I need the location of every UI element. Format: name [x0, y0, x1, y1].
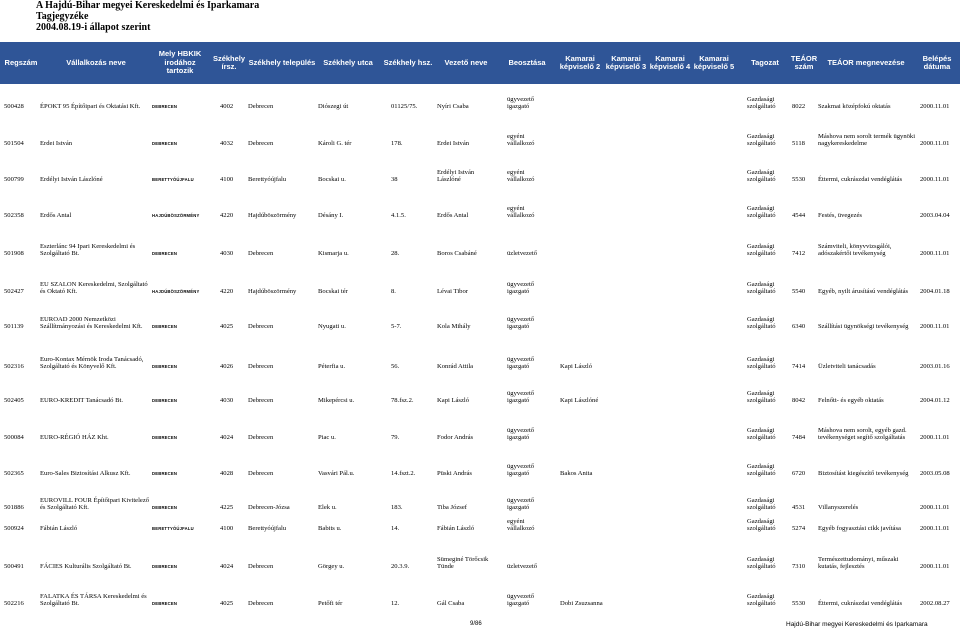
cell-regszam: 500428: [4, 103, 24, 111]
cell-tagozat: Gazdasági szolgáltató: [747, 426, 776, 442]
cell-teor-nev: Máshova nem sorolt termék ügynöki nagykereskedelme: [818, 132, 916, 148]
cell-regszam: 501139: [4, 323, 24, 331]
cell-datum: 2000.11.01: [920, 525, 950, 533]
cell-nev: Eszterlánc 94 Ipari Kereskedelmi és Szolgáltató Bt.: [40, 242, 136, 258]
cell-teor-nev: Biztosítást kiegészítő tevékenység: [818, 470, 909, 478]
cell-beosztas: egyéni vállalkozó: [507, 204, 535, 220]
cell-hsz: 56.: [391, 363, 400, 371]
title-line-2: Tagjegyzéke: [36, 11, 89, 22]
col-hsz: Székhely hsz.: [383, 57, 433, 67]
cell-hsz: 183.: [391, 504, 403, 512]
cell-beosztas: ügyvezető igazgató: [507, 315, 535, 331]
cell-teor: 7414: [792, 363, 806, 371]
cell-irsz: 4032: [220, 140, 234, 148]
cell-beosztas: üzletvezető: [507, 250, 538, 258]
cell-regszam: 500924: [4, 525, 24, 533]
cell-iroda: DEBRECEN: [152, 471, 178, 477]
cell-hsz: 79.: [391, 434, 400, 442]
cell-telepules: Debrecen: [248, 600, 274, 608]
cell-utca: Petőfi tér: [318, 600, 343, 608]
cell-iroda: HAJDÚBÖSZÖRMÉNY: [152, 289, 200, 295]
cell-vezeto: Sümeginé Törőcsik Tünde: [437, 555, 489, 571]
cell-tagozat: Gazdasági szolgáltató: [747, 280, 776, 296]
cell-regszam: 500491: [4, 563, 24, 571]
cell-tagozat: Gazdasági szolgáltató: [747, 355, 776, 371]
cell-telepules: Debrecen: [248, 103, 274, 111]
col-tagozat: Tagozat: [751, 57, 779, 67]
cell-telepules: Debrecen: [248, 250, 274, 258]
cell-regszam: 502216: [4, 600, 24, 608]
cell-utca: Elek u.: [318, 504, 337, 512]
cell-beosztas: ügyvezető igazgató: [507, 389, 535, 405]
col-kk2: Kamarai képviselő 2: [559, 53, 601, 71]
cell-datum: 2003.01.16: [920, 363, 950, 371]
cell-utca: Mikepércsi u.: [318, 397, 355, 405]
title-line-3: 2004.08.19-i állapot szerint: [36, 22, 151, 33]
cell-nev: EURO-RÉGIÓ HÁZ Kht.: [40, 434, 109, 442]
cell-tagozat: Gazdasági szolgáltató: [747, 555, 776, 571]
cell-datum: 2000.11.01: [920, 103, 950, 111]
cell-teor-nev: Egyéb fogyasztási cikk javítása: [818, 525, 901, 533]
cell-vezeto: Erdélyi István Lászlóné: [437, 168, 475, 184]
cell-vezeto: Kapi László: [437, 397, 470, 405]
cell-datum: 2000.11.01: [920, 176, 950, 184]
cell-hsz: 178.: [391, 140, 403, 148]
cell-nev: Erdei István: [40, 140, 73, 148]
cell-datum: 2002.08.27: [920, 600, 950, 608]
cell-nev: EURO-KREDIT Tanácsadó Bt.: [40, 397, 123, 405]
cell-teor: 7310: [792, 563, 806, 571]
col-irsz: Székhely írsz.: [212, 53, 246, 71]
cell-datum: 2000.11.01: [920, 250, 950, 258]
cell-datum: 2000.11.01: [920, 140, 950, 148]
cell-teor: 7412: [792, 250, 806, 258]
cell-teor-nev: Üzletviteli tanácsadás: [818, 363, 876, 371]
cell-regszam: 502358: [4, 212, 24, 220]
cell-irsz: 4028: [220, 470, 234, 478]
cell-regszam: 502427: [4, 288, 24, 296]
cell-irsz: 4026: [220, 363, 234, 371]
cell-teor: 5118: [792, 140, 805, 148]
cell-irsz: 4024: [220, 434, 234, 442]
cell-nev: Erdélyi István Lászlóné: [40, 176, 103, 184]
col-hbkik: Mely HBKIK irodához tartozik: [158, 49, 202, 76]
cell-beosztas: egyéni vállalkozó: [507, 517, 535, 533]
cell-telepules: Debrecen: [248, 434, 274, 442]
cell-nev: EUROAD 2000 Nemzetközi Szállítmányozási és Kereskedelmi Kft.: [40, 315, 143, 331]
cell-iroda: DEBRECEN: [152, 324, 178, 330]
col-teor-szam: TEÁOR szám: [790, 53, 818, 71]
cell-regszam: 501908: [4, 250, 24, 258]
cell-nev: EU SZALON Kereskedelmi, Szolgáltató és Oktató Kft.: [40, 280, 148, 296]
cell-utca: Babits u.: [318, 525, 342, 533]
cell-beosztas: ügyvezető igazgató: [507, 280, 535, 296]
col-kk5: Kamarai képviselő 5: [693, 53, 735, 71]
cell-utca: Diószegi út: [318, 103, 349, 111]
cell-teor: 8022: [792, 103, 806, 111]
cell-datum: 2004.01.12: [920, 397, 950, 405]
cell-teor-nev: Villanyszerelés: [818, 504, 859, 512]
col-kk4: Kamarai képviselő 4: [649, 53, 691, 71]
cell-iroda: DEBRECEN: [152, 251, 178, 257]
cell-iroda: DEBRECEN: [152, 601, 178, 607]
cell-vezeto: Fodor András: [437, 434, 474, 442]
cell-regszam: 502365: [4, 470, 24, 478]
cell-iroda: DEBRECEN: [152, 435, 178, 441]
cell-regszam: 500799: [4, 176, 24, 184]
cell-utca: Károli G. tér: [318, 140, 352, 148]
cell-tagozat: Gazdasági szolgáltató: [747, 496, 776, 512]
cell-nev: FALATKA ÉS TÁRSA Kereskedelmi és Szolgáltató Bt.: [40, 592, 147, 608]
cell-beosztas: ügyvezető igazgató: [507, 462, 535, 478]
cell-beosztas: ügyvezető igazgató: [507, 592, 535, 608]
cell-vezeto: Nyíri Csaba: [437, 103, 469, 111]
cell-nev: Erdős Antal: [40, 212, 72, 220]
col-belepes: Belépés dátuma: [922, 53, 952, 71]
cell-datum: 2003.05.08: [920, 470, 950, 478]
cell-datum: 2000.11.01: [920, 563, 950, 571]
cell-vezeto: Kola Mihály: [437, 323, 471, 331]
cell-regszam: 502316: [4, 363, 24, 371]
cell-beosztas: ügyvezető igazgató: [507, 426, 535, 442]
cell-teor: 5530: [792, 176, 806, 184]
cell-utca: Désány I.: [318, 212, 344, 220]
cell-nev: FÁCIES Kulturális Szolgáltató Bt.: [40, 563, 132, 571]
footer-org: Hajdú-Bihar megyei Kereskedelmi és Iparkamara: [786, 621, 928, 628]
cell-telepules: Hajdúböszörmény: [248, 212, 297, 220]
cell-irsz: 4030: [220, 397, 234, 405]
cell-regszam: 500084: [4, 434, 24, 442]
cell-kk2: Bakos Anita: [560, 470, 593, 478]
col-vezeto: Vezető neve: [444, 57, 488, 67]
cell-beosztas: egyéni vállalkozó: [507, 168, 535, 184]
cell-telepules: Berettyóújfalu: [248, 176, 287, 184]
cell-iroda: BERETTYÓÚJFALU: [152, 177, 194, 183]
cell-tagozat: Gazdasági szolgáltató: [747, 517, 776, 533]
col-teor-nev: TEÁOR megnevezése: [827, 57, 905, 67]
cell-nev: EUROVILL FOUR Építőipari Kivitelező és Szolgáltató Kft.: [40, 496, 150, 512]
cell-telepules: Debrecen: [248, 470, 274, 478]
cell-kk3: Dobi Zsuzsanna: [560, 600, 603, 608]
cell-hsz: 14.fszt.2.: [391, 470, 416, 478]
cell-irsz: 4024: [220, 563, 234, 571]
cell-vezeto: Püski András: [437, 470, 472, 478]
cell-irsz: 4220: [220, 212, 234, 220]
col-vallalkozas: Vállalkozás neve: [66, 57, 126, 67]
cell-irsz: 4025: [220, 323, 234, 331]
cell-beosztas: üzletvezető: [507, 563, 538, 571]
cell-telepules: Debrecen: [248, 323, 274, 331]
col-kk3: Kamarai képviselő 3: [605, 53, 647, 71]
cell-teor-nev: Éttermi, cukrászdai vendéglátás: [818, 176, 903, 184]
cell-nev: Euro-Kontax Mérnök Iroda Tanácsadó, Szolgáltató és Könyvelő Kft.: [40, 355, 144, 371]
cell-hsz: 20.3.9.: [391, 563, 410, 571]
cell-nev: Fábián László: [40, 525, 78, 533]
cell-teor-nev: Felnőtt- és egyéb oktatás: [818, 397, 884, 405]
cell-iroda: BERETTYÓÚJFALU: [152, 526, 194, 532]
cell-vezeto: Fábián László: [437, 525, 475, 533]
cell-iroda: DEBRECEN: [152, 398, 178, 404]
cell-vezeto: Lévai Tibor: [437, 288, 468, 296]
cell-tagozat: Gazdasági szolgáltató: [747, 168, 776, 184]
cell-tagozat: Gazdasági szolgáltató: [747, 592, 776, 608]
cell-tagozat: Gazdasági szolgáltató: [747, 389, 776, 405]
cell-telepules: Hajdúböszörmény: [248, 288, 297, 296]
cell-hsz: 5-7.: [391, 323, 402, 331]
cell-teor-nev: Szállítási ügynökségi tevékenység: [818, 323, 909, 331]
cell-teor: 4531: [792, 504, 806, 512]
cell-hsz: 78.fsz.2.: [391, 397, 414, 405]
cell-telepules: Debrecen: [248, 563, 274, 571]
cell-nev: Euro-Sales Biztosítási Alkusz Kft.: [40, 470, 131, 478]
cell-teor: 5530: [792, 600, 806, 608]
cell-datum: 2004.01.18: [920, 288, 950, 296]
cell-beosztas: egyéni vállalkozó: [507, 132, 535, 148]
cell-teor: 4544: [792, 212, 806, 220]
cell-tagozat: Gazdasági szolgáltató: [747, 204, 776, 220]
cell-telepules: Debrecen-Józsa: [248, 504, 290, 512]
cell-tagozat: Gazdasági szolgáltató: [747, 462, 776, 478]
cell-teor-nev: Számviteli, könyvvizsgálói, adószakértői tevékenység: [818, 242, 892, 258]
cell-datum: 2000.11.01: [920, 504, 950, 512]
cell-iroda: DEBRECEN: [152, 141, 178, 147]
cell-teor: 5540: [792, 288, 806, 296]
cell-kk3: Kapi Lászlóné: [560, 397, 599, 405]
cell-vezeto: Konrád Attila: [437, 363, 474, 371]
cell-utca: Görgey u.: [318, 563, 345, 571]
cell-telepules: Debrecen: [248, 363, 274, 371]
cell-iroda: HAJDÚBÖSZÖRMÉNY: [152, 213, 200, 219]
cell-hsz: 8.: [391, 288, 396, 296]
cell-utca: Péterfia u.: [318, 363, 346, 371]
page-number: 9/86: [470, 621, 482, 627]
cell-utca: Bocskai u.: [318, 176, 346, 184]
cell-beosztas: ügyvezető igazgató: [507, 355, 535, 371]
cell-teor: 6720: [792, 470, 806, 478]
cell-hsz: 01125/75.: [391, 103, 418, 111]
cell-irsz: 4030: [220, 250, 234, 258]
cell-irsz: 4025: [220, 600, 234, 608]
cell-irsz: 4225: [220, 504, 234, 512]
cell-vezeto: Erdős Antal: [437, 212, 469, 220]
cell-utca: Nyugati u.: [318, 323, 346, 331]
cell-regszam: 501886: [4, 504, 24, 512]
cell-teor-nev: Éttermi, cukrászdai vendéglátás: [818, 600, 903, 608]
cell-utca: Kismarja u.: [318, 250, 349, 258]
cell-vezeto: Tiba József: [437, 504, 467, 512]
cell-teor-nev: Festés, üvegezés: [818, 212, 862, 220]
cell-teor-nev: Máshova nem sorolt, egyéb gazd. tevékenységet segítő szolgáltatás: [818, 426, 907, 442]
cell-teor-nev: Természettudományi, műszaki kutatás, fejlesztés: [818, 555, 899, 571]
cell-hsz: 4.1.5.: [391, 212, 406, 220]
cell-vezeto: Gál Csaba: [437, 600, 465, 608]
cell-tagozat: Gazdasági szolgáltató: [747, 132, 776, 148]
cell-utca: Vasvári Pál.u.: [318, 470, 355, 478]
title-line-1: A Hajdú-Bihar megyei Kereskedelmi és Iparkamara: [36, 0, 260, 11]
cell-tagozat: Gazdasági szolgáltató: [747, 95, 776, 111]
col-telepules: Székhely település: [248, 57, 316, 67]
cell-iroda: DEBRECEN: [152, 104, 178, 110]
cell-iroda: DEBRECEN: [152, 564, 178, 570]
col-beosztas: Beosztása: [508, 57, 546, 67]
cell-datum: 2000.11.01: [920, 434, 950, 442]
cell-irsz: 4220: [220, 288, 234, 296]
cell-telepules: Debrecen: [248, 397, 274, 405]
col-regszam: Regszám: [4, 57, 38, 67]
cell-teor: 7484: [792, 434, 806, 442]
cell-iroda: DEBRECEN: [152, 505, 178, 511]
cell-hsz: 38: [391, 176, 398, 184]
cell-tagozat: Gazdasági szolgáltató: [747, 315, 776, 331]
cell-utca: Bocskai tér: [318, 288, 348, 296]
cell-tagozat: Gazdasági szolgáltató: [747, 242, 776, 258]
cell-beosztas: ügyvezető igazgató: [507, 95, 535, 111]
cell-kk2: Kapi László: [560, 363, 593, 371]
cell-irsz: 4100: [220, 176, 234, 184]
cell-utca: Piac u.: [318, 434, 336, 442]
cell-nev: ÉPOKT 95 Építőipari és Oktatási Kft.: [40, 103, 141, 111]
cell-vezeto: Boros Csabáné: [437, 250, 477, 258]
cell-teor: 6340: [792, 323, 806, 331]
cell-regszam: 502405: [4, 397, 24, 405]
cell-irsz: 4002: [220, 103, 234, 111]
cell-regszam: 501504: [4, 140, 24, 148]
cell-datum: 2000.11.01: [920, 323, 950, 331]
cell-hsz: 12.: [391, 600, 400, 608]
cell-teor: 5274: [792, 525, 806, 533]
cell-teor-nev: Szakmai középfokú oktatás: [818, 103, 891, 111]
col-utca: Székhely utca: [323, 57, 373, 67]
cell-vezeto: Erdei István: [437, 140, 470, 148]
cell-hsz: 14.: [391, 525, 400, 533]
cell-teor: 8042: [792, 397, 806, 405]
cell-hsz: 28.: [391, 250, 400, 258]
cell-teor-nev: Egyéb, nyilt árusítású vendéglátás: [818, 288, 909, 296]
cell-irsz: 4100: [220, 525, 234, 533]
cell-beosztas: ügyvezető igazgató: [507, 496, 535, 512]
cell-telepules: Debrecen: [248, 140, 274, 148]
cell-telepules: Berettyóújfalu: [248, 525, 287, 533]
cell-datum: 2003.04.04: [920, 212, 950, 220]
cell-iroda: DEBRECEN: [152, 364, 178, 370]
